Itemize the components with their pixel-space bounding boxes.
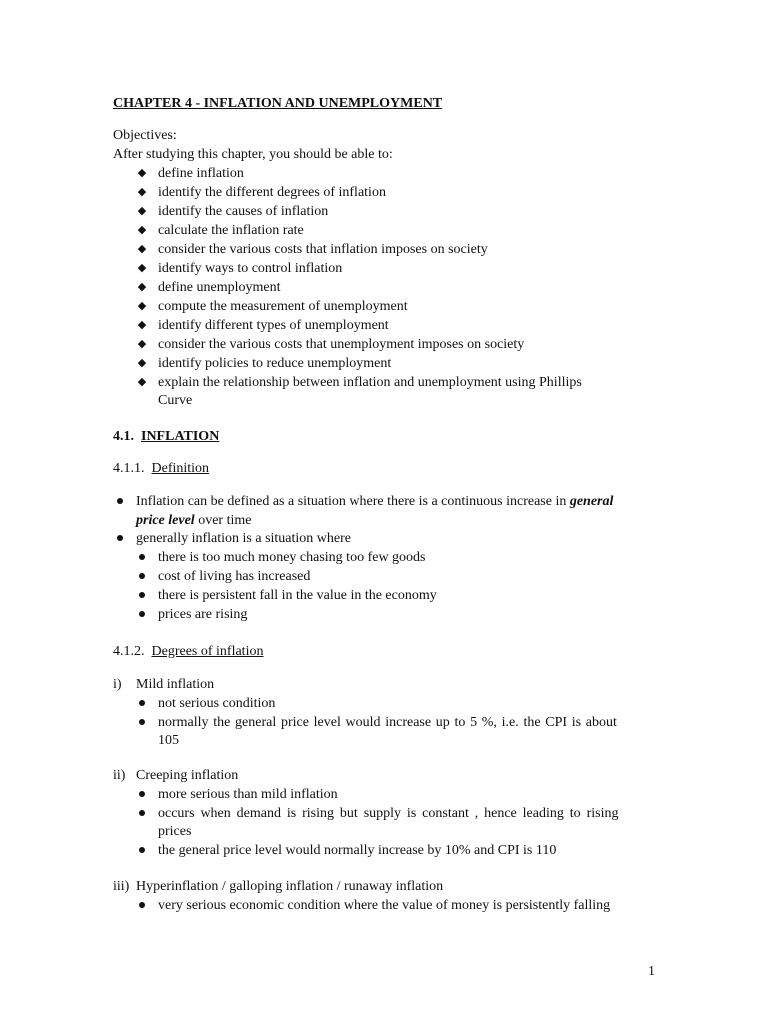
subsection-heading-4-1-1 [113, 459, 209, 478]
definition-text: Inflation can be defined as a situation where there is a continuous increase in [136, 494, 570, 509]
degree-item: more serious than mild inflation [158, 787, 338, 802]
section-number: 4.1. [113, 429, 134, 444]
diamond-bullet-icon: ◆ [137, 186, 147, 198]
degree-item: very serious economic condition where the value of money is persistently falling [158, 898, 611, 913]
bullet-icon [139, 719, 145, 725]
subsection-title: Definition [151, 461, 210, 476]
chapter-title: CHAPTER 4 - INFLATION AND UNEMPLOYMENT [113, 96, 443, 111]
objective-item: identify the causes of inflation [158, 204, 329, 219]
bullet-icon [139, 554, 145, 560]
bullet-icon [139, 847, 145, 853]
diamond-bullet-icon: ◆ [137, 167, 147, 179]
degree-title: Mild inflation [136, 677, 215, 692]
bullet-icon [139, 810, 145, 816]
objective-item: consider the various costs that unemployment imposes on society [158, 337, 525, 352]
objective-item-continuation: Curve [158, 393, 193, 408]
objective-item: define inflation [158, 166, 244, 181]
subsection-number: 4.1.2. [113, 644, 145, 659]
objective-item: compute the measurement of unemployment [158, 299, 408, 314]
objective-item: identify ways to control inflation [158, 261, 343, 276]
objective-item: consider the various costs that inflation imposes on society [158, 242, 488, 257]
objective-item: explain the relationship between inflation and unemployment using Phillips [158, 375, 582, 390]
emphasis-text: price level [136, 513, 195, 528]
degree-label: i) [113, 677, 122, 692]
degree-item-continuation: prices [158, 824, 192, 839]
page-number: 1 [648, 964, 655, 979]
bullet-icon [139, 611, 145, 617]
subsection-heading-4-1-2 [113, 642, 263, 661]
diamond-bullet-icon: ◆ [137, 224, 147, 236]
diamond-bullet-icon: ◆ [137, 357, 147, 369]
diamond-bullet-icon: ◆ [137, 338, 147, 350]
diamond-bullet-icon: ◆ [137, 281, 147, 293]
section-title: INFLATION [141, 429, 220, 444]
definition-sub-item: there is persistent fall in the value in the economy [158, 588, 437, 603]
definition-paragraph-line2 [136, 511, 251, 530]
bullet-icon [139, 573, 145, 579]
objective-item: identify the different degrees of inflation [158, 185, 386, 200]
degree-item: occurs when demand is rising but supply is constant , hence leading to rising [158, 806, 619, 821]
definition-paragraph [136, 492, 613, 511]
definition-sub-item: prices are rising [158, 607, 248, 622]
diamond-bullet-icon: ◆ [137, 243, 147, 255]
bullet-icon [139, 902, 145, 908]
objective-item: identify different types of unemployment [158, 318, 389, 333]
definition-sub-item: cost of living has increased [158, 569, 311, 584]
definition-sub-item: there is too much money chasing too few goods [158, 550, 426, 565]
definition-text: over time [194, 513, 252, 528]
emphasis-text: general [569, 494, 614, 509]
bullet-icon [117, 535, 123, 541]
degree-label: iii) [113, 879, 130, 894]
degree-item: normally the general price level would increase up to 5 %, i.e. the CPI is about [158, 715, 617, 730]
diamond-bullet-icon: ◆ [137, 205, 147, 217]
degree-item: not serious condition [158, 696, 276, 711]
objectives-intro: After studying this chapter, you should be able to: [113, 147, 393, 162]
diamond-bullet-icon: ◆ [137, 319, 147, 331]
degree-title: Creeping inflation [136, 768, 239, 783]
diamond-bullet-icon: ◆ [137, 262, 147, 274]
subsection-number: 4.1.1. [113, 461, 145, 476]
bullet-icon [117, 498, 123, 504]
objective-item: calculate the inflation rate [158, 223, 304, 238]
degree-title: Hyperinflation / galloping inflation / runaway inflation [136, 879, 444, 894]
objectives-heading: Objectives: [113, 128, 177, 143]
bullet-icon [139, 592, 145, 598]
objective-item: identify policies to reduce unemployment [158, 356, 392, 371]
bullet-icon [139, 700, 145, 706]
diamond-bullet-icon: ◆ [137, 376, 147, 388]
diamond-bullet-icon: ◆ [137, 300, 147, 312]
bullet-icon [139, 791, 145, 797]
subsection-title: Degrees of inflation [151, 644, 264, 659]
definition-bullet: generally inflation is a situation where [136, 531, 351, 546]
degree-label: ii) [113, 768, 126, 783]
objective-item: define unemployment [158, 280, 281, 295]
degree-item-continuation: 105 [158, 733, 179, 748]
degree-item: the general price level would normally increase by 10% and CPI is 110 [158, 843, 557, 858]
section-heading-4-1 [113, 427, 219, 446]
